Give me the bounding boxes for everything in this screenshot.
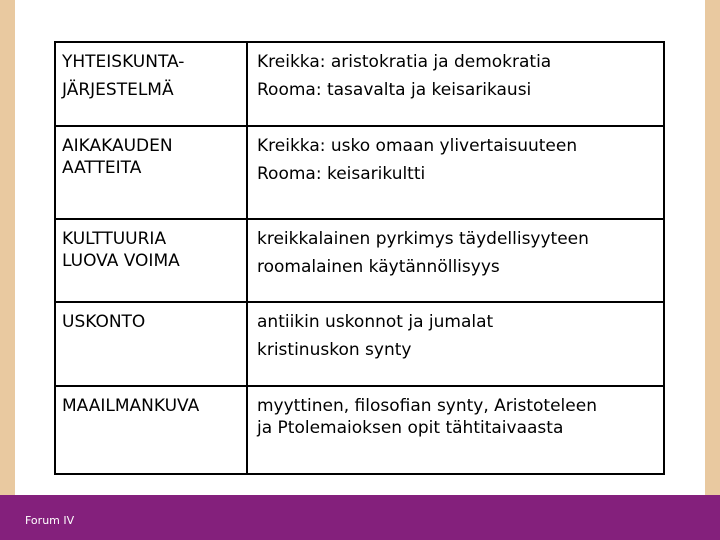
cell-text: myyttinen, filosofian synty, Aristoteleen ja Ptolemaioksen opit tähtitaivaasta xyxy=(257,396,597,438)
table-row xyxy=(55,386,664,474)
footer-label: Forum IV xyxy=(25,514,75,527)
cell-text: AIKAKAUDEN AATTEITA xyxy=(62,136,173,178)
cell-text: antiikin uskonnot ja jumalat kristinuskon synty xyxy=(257,312,494,360)
cell-text: USKONTO xyxy=(62,312,146,332)
table-row xyxy=(55,219,664,302)
table-cell-description xyxy=(247,302,664,386)
table-cell-description xyxy=(247,219,664,302)
table-cell-topic xyxy=(55,126,247,219)
cell-text: YHTEISKUNTA- JÄRJESTELMÄ xyxy=(62,52,185,100)
cell-text: Kreikka: usko omaan ylivertaisuuteen Rooma: keisarikultti xyxy=(257,136,578,184)
table-cell-topic xyxy=(55,302,247,386)
table-cell-topic xyxy=(55,386,247,474)
footer-bar xyxy=(0,495,720,540)
table-row xyxy=(55,42,664,126)
table-cell-description xyxy=(247,126,664,219)
cell-text: kreikkalainen pyrkimys täydellisyyteen roomalainen käytännöllisyys xyxy=(257,229,589,277)
table-cell-description xyxy=(247,386,664,474)
table-row xyxy=(55,126,664,219)
table-row xyxy=(55,302,664,386)
cell-text: Kreikka: aristokratia ja demokratia Rooma: tasavalta ja keisarikausi xyxy=(257,52,552,100)
table-cell-topic xyxy=(55,42,247,126)
table-cell-description xyxy=(247,42,664,126)
content-table xyxy=(54,41,665,475)
cell-text: MAAILMANKUVA xyxy=(62,396,200,416)
table-cell-topic xyxy=(55,219,247,302)
cell-text: KULTTUURIA LUOVA VOIMA xyxy=(62,229,180,271)
